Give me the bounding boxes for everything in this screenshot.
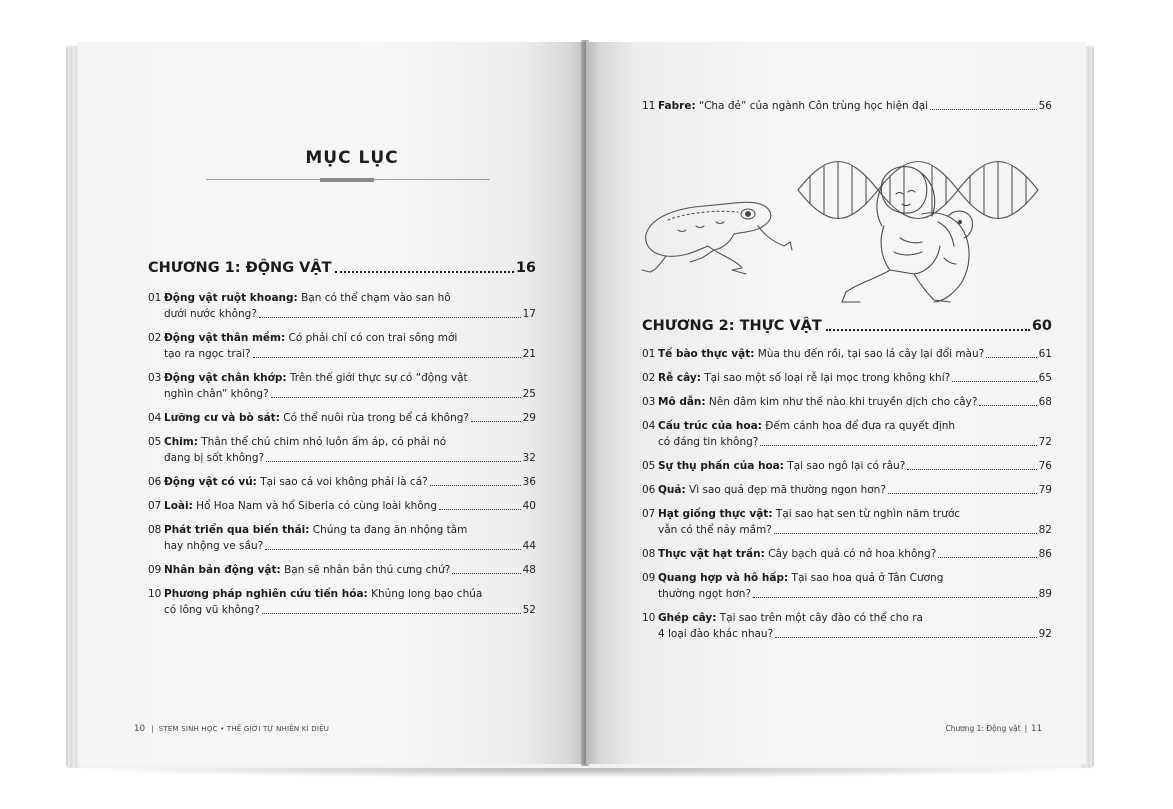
frog-and-girl-illustration (638, 142, 1058, 312)
entry-question: Có thể nuôi rùa trong bể cá không? (279, 412, 469, 424)
dot-leader (986, 357, 1036, 358)
entry-topic: Phương pháp nghiên cứu tiến hóa: (164, 588, 368, 600)
entry-question: Cây bạch quả có nở hoa không? (764, 548, 937, 560)
dot-leader (826, 329, 1030, 331)
entry-page: 32 (522, 452, 536, 464)
toc-entry (148, 498, 536, 514)
entry-topic: Thực vật hạt trần: (658, 548, 765, 560)
right-page (586, 42, 1086, 764)
entry-number: 11 (642, 100, 656, 112)
entry-page: 40 (522, 500, 536, 512)
entry-question: Có phải chỉ có con trai sông mới (285, 332, 458, 344)
entry-page: 25 (522, 388, 536, 400)
toc-entry (642, 394, 1052, 410)
entry-question-continued: nghìn chân” không? (164, 388, 269, 400)
entry-page: 79 (1038, 484, 1052, 496)
chapter-label: CHƯƠNG 1: ĐỘNG VẬT (148, 260, 332, 276)
entry-topic: Fabre: (658, 100, 696, 112)
toc-entry (148, 410, 536, 426)
toc-entry (148, 474, 536, 490)
entry-page: 48 (522, 564, 536, 576)
entry-number: 04 (642, 420, 656, 432)
entry-question-continued: có đáng tin không? (658, 436, 759, 448)
chapter-page: 60 (1031, 318, 1052, 334)
toc-entry (642, 482, 1052, 498)
entry-number: 01 (148, 292, 162, 304)
entry-page: 44 (522, 540, 536, 552)
entry-question: Tại sao cá voi không phải là cá? (256, 476, 428, 488)
entry-topic: Ghép cây: (658, 612, 717, 624)
dot-leader (253, 357, 521, 358)
entry-page: 36 (522, 476, 536, 488)
running-title: STEM SINH HỌC • THẾ GIỚI TỰ NHIÊN KÌ DIỆU (158, 725, 330, 733)
entry-topic: Nhân bản động vật: (164, 564, 281, 576)
dot-leader (888, 493, 1037, 494)
entry-question: Chúng ta đang ăn nhộng tằm (309, 524, 468, 536)
entry-page: 29 (522, 412, 536, 424)
entry-number: 08 (148, 524, 162, 536)
entry-question: Bạn sẽ nhân bản thú cưng chứ? (280, 564, 451, 576)
dot-leader (335, 271, 513, 273)
entry-number: 07 (642, 508, 656, 520)
entry-question: Thân thể chú chim nhỏ luôn ấm áp, có phải nó (197, 436, 447, 448)
entry-question-continued: tạo ra ngọc trai? (164, 348, 251, 360)
entry-topic: Lưỡng cư và bò sát: (164, 412, 280, 424)
entry-topic: Quang hợp và hô hấp: (658, 572, 789, 584)
entry-question-continued: 4 loại đào khác nhau? (658, 628, 774, 640)
page-footer: Chương 1: Động vật | 11 (945, 724, 1042, 734)
entry-page: 92 (1038, 628, 1052, 640)
entry-number: 09 (148, 564, 162, 576)
entry-topic: Rễ cây: (658, 372, 701, 384)
toc-entry (148, 434, 536, 466)
entry-question: Vì sao quả đẹp mã thường ngon hơn? (685, 484, 886, 496)
page-number: 10 (134, 724, 146, 734)
entry-question: Khủng long bạo chúa (367, 588, 483, 600)
entry-number: 04 (148, 412, 162, 424)
entry-number: 05 (642, 460, 656, 472)
dot-leader (259, 317, 521, 318)
entry-topic: Động vật thân mềm: (164, 332, 286, 344)
entry-number: 10 (148, 588, 162, 600)
entry-topic: Mô dẫn: (658, 396, 706, 408)
entry-page: 72 (1038, 436, 1052, 448)
dot-leader (774, 533, 1037, 534)
toc-entry (642, 506, 1052, 538)
entry-number: 01 (642, 348, 656, 360)
toc-entry (642, 346, 1052, 362)
entry-question-continued: có lông vũ không? (164, 604, 260, 616)
page-footer: 10 | STEM SINH HỌC • THẾ GIỚI TỰ NHIÊN KÌ DIỆU (134, 724, 330, 734)
page-number: 11 (1031, 724, 1042, 734)
running-title: Chương 1: Động vật (945, 724, 1021, 733)
dot-leader (452, 573, 520, 574)
entry-question-continued: vẫn có thể nảy mầm? (658, 524, 772, 536)
entry-topic: Loài: (164, 500, 193, 512)
toc-entry (642, 418, 1052, 450)
entry-question: Trên thế giới thực sự có “động vật (286, 372, 468, 384)
toc-entry (148, 522, 536, 554)
entry-page: 21 (522, 348, 536, 360)
page-title: MỤC LỤC (305, 148, 399, 168)
entry-number: 06 (642, 484, 656, 496)
dot-leader (471, 421, 521, 422)
entry-topic: Hạt giống thực vật: (658, 508, 773, 520)
entry-topic: Tế bào thực vật: (658, 348, 755, 360)
entry-topic: Cấu trúc của hoa: (658, 420, 762, 432)
entry-question: Tại sao hoa quả ở Tân Cương (788, 572, 944, 584)
dot-leader (265, 549, 520, 550)
entry-topic: Động vật chân khớp: (164, 372, 287, 384)
toc-entry (148, 330, 536, 362)
entry-number: 10 (642, 612, 656, 624)
toc-entry (642, 458, 1052, 474)
dot-leader (979, 405, 1036, 406)
dot-leader (907, 469, 1036, 470)
dot-leader (266, 461, 521, 462)
toc-entry (148, 370, 536, 402)
dot-leader (760, 445, 1036, 446)
chapter-label: CHƯƠNG 2: THỰC VẬT (642, 318, 822, 334)
entry-question-continued: dưới nước không? (164, 308, 257, 320)
entry-question: Đếm cánh hoa để đưa ra quyết định (761, 420, 956, 432)
entry-page: 52 (522, 604, 536, 616)
entry-question: “Cha đẻ” của ngành Côn trùng học hiện đại (695, 100, 929, 112)
entry-question: Tại sao trên một cây đào có thể cho ra (716, 612, 923, 624)
entry-question: Bạn có thể chạm vào san hô (297, 292, 451, 304)
chapter-page: 16 (515, 260, 536, 276)
entry-number: 02 (642, 372, 656, 384)
dot-leader (430, 485, 521, 486)
dot-leader (262, 613, 521, 614)
toc-entry (642, 370, 1052, 386)
entry-question-continued: thường ngọt hơn? (658, 588, 752, 600)
left-page (78, 42, 586, 764)
entry-question: Nên đâm kim như thế nào khi truyền dịch cho cây? (705, 396, 978, 408)
entry-topic: Sự thụ phấn của hoa: (658, 460, 784, 472)
dot-leader (952, 381, 1036, 382)
entry-question: Tại sao hạt sen từ nghìn năm trước (772, 508, 961, 520)
girl-hugging-dog-drawing (842, 167, 973, 302)
entry-question: Hổ Hoa Nam và hổ Siberia có cùng loài không (192, 500, 437, 512)
entry-question: Mùa thu đến rồi, tại sao lá cây lại đổi màu? (754, 348, 985, 360)
entry-page: 76 (1038, 460, 1052, 472)
entry-page: 86 (1038, 548, 1052, 560)
dot-leader (271, 397, 521, 398)
entry-page: 61 (1038, 348, 1052, 360)
entry-topic: Quả: (658, 484, 686, 496)
dot-leader (753, 597, 1037, 598)
dot-leader (775, 637, 1036, 638)
toc-entries-continued (642, 98, 1052, 122)
entry-number: 07 (148, 500, 162, 512)
entry-number: 06 (148, 476, 162, 488)
entry-page: 82 (1038, 524, 1052, 536)
entry-number: 03 (148, 372, 162, 384)
entry-topic: Động vật ruột khoang: (164, 292, 298, 304)
entry-page: 89 (1038, 588, 1052, 600)
toc-entry (148, 290, 536, 322)
toc-entry (148, 562, 536, 578)
entry-topic: Động vật có vú: (164, 476, 257, 488)
frog-drawing (642, 202, 792, 274)
entry-number: 05 (148, 436, 162, 448)
entry-question: Tại sao ngô lại có râu? (783, 460, 906, 472)
entry-page: 65 (1038, 372, 1052, 384)
entry-number: 09 (642, 572, 656, 584)
entry-topic: Phát triển qua biến thái: (164, 524, 310, 536)
entry-number: 08 (642, 548, 656, 560)
chapter-heading (148, 260, 536, 276)
toc-entry (148, 586, 536, 618)
entry-page: 56 (1038, 100, 1052, 112)
toc-entry (642, 570, 1052, 602)
entry-question-continued: đang bị sốt không? (164, 452, 265, 464)
chapter-heading (642, 318, 1052, 334)
entry-question: Tại sao một số loại rễ lại mọc trong không khí? (700, 372, 951, 384)
entry-question-continued: hay nhộng ve sầu? (164, 540, 264, 552)
entry-topic: Chim: (164, 436, 198, 448)
dot-leader (930, 109, 1037, 110)
toc-entries (642, 346, 1052, 650)
dot-leader (439, 509, 521, 510)
toc-entry (642, 98, 1052, 114)
toc-entry (642, 546, 1052, 562)
entry-page: 68 (1038, 396, 1052, 408)
entry-page: 17 (522, 308, 536, 320)
entry-number: 03 (642, 396, 656, 408)
entry-number: 02 (148, 332, 162, 344)
toc-entries (148, 290, 536, 626)
title-divider-accent (320, 178, 374, 182)
dot-leader (938, 557, 1036, 558)
toc-entry (642, 610, 1052, 642)
